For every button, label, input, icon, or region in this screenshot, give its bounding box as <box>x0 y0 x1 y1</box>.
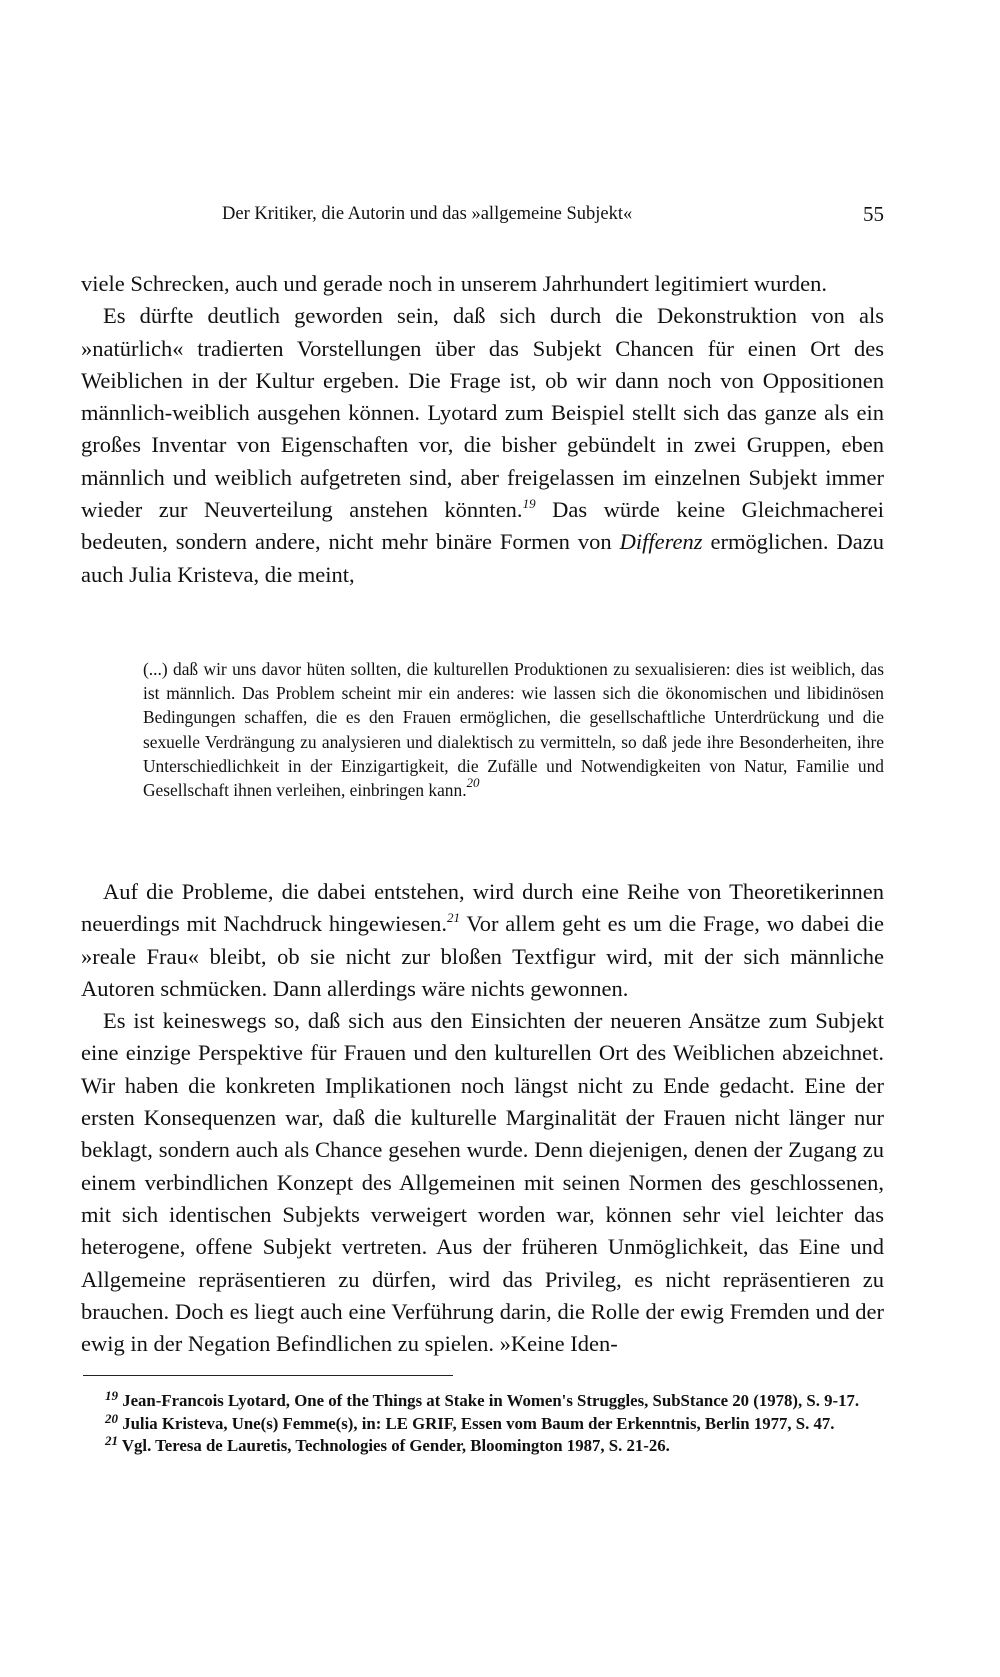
body-text-top <box>81 268 884 591</box>
paragraph <box>81 300 884 591</box>
emphasis-differenz: Differenz <box>619 529 703 555</box>
footnote-text: Vgl. Teresa de Lauretis, Technologies of Gender, Bloomington 1987, S. 21-26. <box>118 1436 670 1455</box>
footnote <box>81 1390 884 1413</box>
paragraph-text: Auf die Probleme, die dabei entstehen, wird durch eine Reihe von Theoretikerinnen neuerdings mit Nachdruck hingewiesen. <box>81 879 884 937</box>
footnote-number: 21 <box>105 1433 118 1448</box>
block-quote <box>143 657 884 802</box>
paragraph-text: ermöglichen. Dazu auch Julia Kristeva, die meint, <box>81 529 884 587</box>
footnote-ref: 19 <box>522 496 536 512</box>
paragraph: Es ist keineswegs so, daß sich aus den Einsichten der neueren Ansätze zum Subjekt eine einzige Perspektive für Frauen und den kulturellen Ort des Weiblichen abzeichnet. Wir haben die konkreten Implikationen noch längst nicht zu Ende gedacht. Eine der ersten Konsequenzen war, daß die kulturelle Marginalität der Frauen nicht länger nur beklagt, sondern auch als Chance gesehen wurde. Denn diejenigen, denen der Zugang zu einem verbindlichen Konzept des Allgemeinen mit seinen Normen des geschlossenen, mit sich identischen Subjekts verweigert worden war, können sehr viel leichter das heterogene, offene Subjekt vertreten. Aus der früheren Unmöglichkeit, das Eine und Allgemeine repräsentieren zu dürfen, wird das Privileg, es nicht repräsentieren zu brauchen. Doch es liegt auch eine Verführung darin, die Rolle der ewig Fremden und der ewig in der Negation Befindlichen zu spielen. »Keine Iden- <box>81 1008 884 1357</box>
footnote-number: 19 <box>105 1388 118 1403</box>
footnotes <box>81 1390 884 1458</box>
paragraph <box>81 876 884 1005</box>
quote-paragraph <box>143 657 884 802</box>
footnote-number: 20 <box>105 1410 118 1426</box>
footnote-ref: 20 <box>466 775 480 791</box>
footnote <box>81 1435 884 1458</box>
running-head-title: Der Kritiker, die Autorin und das »allgemeine Subjekt« <box>222 204 633 224</box>
page-number: 55 <box>863 202 884 226</box>
footnote-text: Jean-Francois Lyotard, One of the Things at Stake in Women's Struggles, SubStance 20 (1978), S. 9-17. <box>118 1391 860 1410</box>
footnote-ref: 21 <box>446 910 460 926</box>
footnote-divider <box>83 1375 453 1376</box>
quote-text: (...) daß wir uns davor hüten sollten, die kulturellen Produktionen zu sexualisieren: dies ist weiblich, das ist männlich. Das Problem scheint mir ein anderes: wie lassen sich die ökonomischen und libidinösen Bedingungen schaffen, die es den Frauen ermöglichen, die gesellschaftliche Unterdrückung und die sexuelle Verdrängung zu analysieren und dialektisch zu vermitteln, so daß jede ihre Besonderheiten, ihre Unterschiedlichkeit in der Einzigartigkeit, die Zufälle und Notwendigkeiten von Natur, Familie und Gesellschaft ihnen verleihen, einbringen kann. <box>143 659 884 801</box>
paragraph-text: Das würde keine Gleichmacherei bedeuten, sondern andere, nicht mehr binäre Formen von <box>81 497 884 555</box>
footnote <box>81 1410 884 1436</box>
paragraph-text: Vor allem geht es um die Frage, wo dabei die »reale Frau« bleibt, ob sie nicht zur bloßen Textfigur wird, mit der sich männliche Autoren schmücken. Dann allerdings wäre nichts gewonnen. <box>81 911 884 1001</box>
body-text-bottom <box>81 876 884 1360</box>
paragraph: viele Schrecken, auch und gerade noch in unserem Jahrhundert legitimiert wurden. <box>81 271 827 296</box>
footnote-text: Julia Kristeva, Une(s) Femme(s), in: LE GRIF, Essen vom Baum der Erkenntnis, Berlin 1977, S. 47. <box>118 1413 835 1433</box>
paragraph-text: Es dürfte deutlich geworden sein, daß sich durch die Dekonstruktion von als »natürlich« tradierten Vorstellungen über das Subjekt Chancen für einen Ort des Weiblichen in der Kultur ergeben. Die Frage ist, ob wir dann noch von Oppositionen männlich-weiblich ausgehen können. Lyotard zum Beispiel stellt sich das ganze als ein großes Inventar von Eigenschaften vor, die bisher gebündelt in zwei Gruppen, eben männlich und weiblich aufgetreten sind, aber freigelassen im einzelnen Subjekt immer wieder zur Neuverteilung anstehen könnten. <box>81 303 884 523</box>
